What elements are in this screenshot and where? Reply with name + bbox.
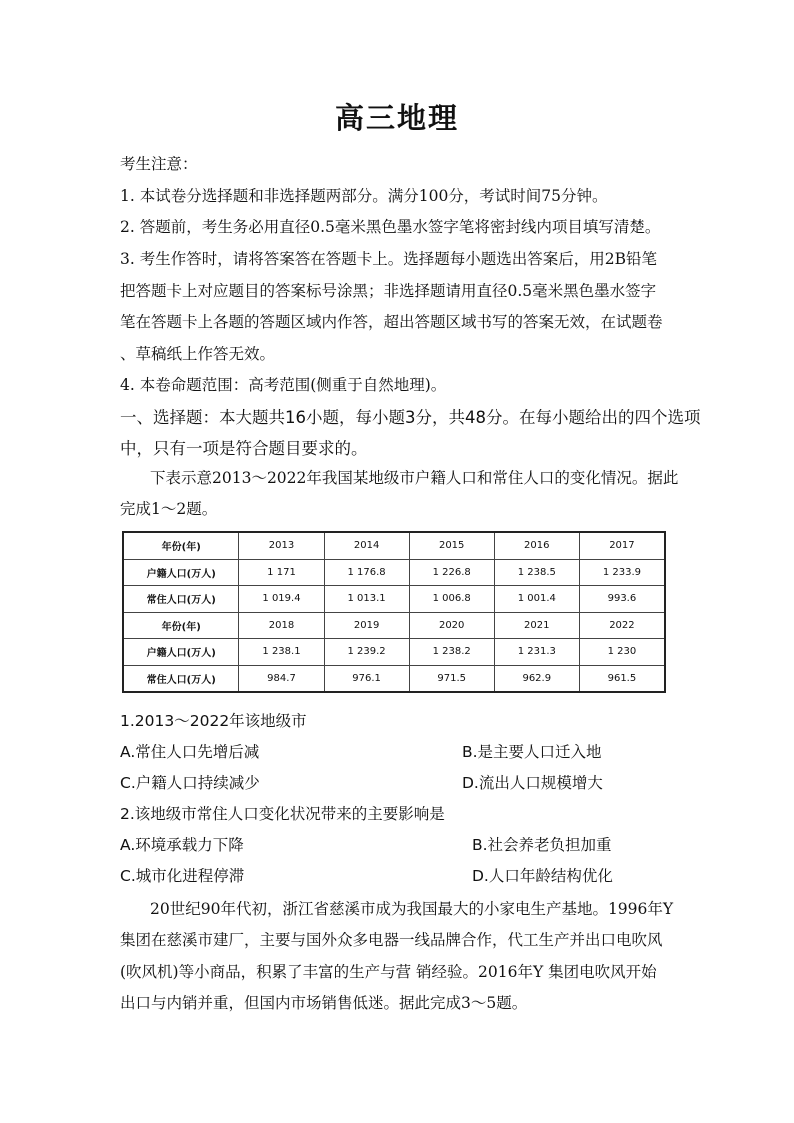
material-intro-2: 20世纪90年代初，浙江省慈溪市成为我国最大的小家电生产基地。1996年Y <box>150 900 674 918</box>
notice-item-2: 2. 答题前，考生务必用直径0.5毫米黑色墨水签字笔将密封线内项目填写清楚。 <box>120 218 661 236</box>
table-cell: 1 238.1 <box>239 639 324 666</box>
table-cell: 1 171 <box>239 559 324 586</box>
table-cell: 年份(年) <box>123 532 239 559</box>
table-cell: 常住人口(万人) <box>123 586 239 613</box>
material-intro-2-cont: 集团在慈溪市建厂，主要与国外众多电器一线品牌合作，代工生产并出口电吹风 <box>120 931 663 949</box>
table-cell: 2015 <box>409 532 494 559</box>
section-heading-cont: 中，只有一项是符合题目要求的。 <box>120 439 368 458</box>
table-cell: 1 233.9 <box>579 559 665 586</box>
table-row <box>123 586 665 613</box>
question-2-option-a: A.环境承载力下降 <box>120 836 244 854</box>
notice-item-3: 3. 考生作答时，请将答案答在答题卡上。选择题每小题选出答案后，用2B铅笔 <box>120 250 657 268</box>
table-cell: 2016 <box>494 532 579 559</box>
table-cell: 961.5 <box>579 665 665 692</box>
notice-heading: 考生注意： <box>120 155 198 173</box>
question-2-stem: 2.该地级市常住人口变化状况带来的主要影响是 <box>120 805 445 823</box>
table-cell: 971.5 <box>409 665 494 692</box>
question-2-option-c: C.城市化进程停滞 <box>120 867 245 885</box>
table-cell: 1 001.4 <box>494 586 579 613</box>
notice-item-3-cont: 、草稿纸上作答无效。 <box>120 345 276 363</box>
table-row <box>123 559 665 586</box>
table-cell: 1 226.8 <box>409 559 494 586</box>
notice-item-3-cont: 笔在答题卡上各题的答题区域内作答，超出答题区域书写的答案无效，在试题卷 <box>120 313 663 331</box>
question-1-option-b: B.是主要人口迁入地 <box>462 743 602 761</box>
table-cell: 常住人口(万人) <box>123 665 239 692</box>
table-cell: 2013 <box>239 532 324 559</box>
page-title: 高三地理 <box>334 101 459 135</box>
table-row <box>123 639 665 666</box>
table-cell: 1 230 <box>579 639 665 666</box>
population-table <box>122 531 666 693</box>
table-cell: 1 239.2 <box>324 639 409 666</box>
table-cell: 2018 <box>239 612 324 639</box>
question-1-option-a: A.常住人口先增后减 <box>120 743 260 761</box>
notice-item-3-cont: 把答题卡上对应题目的答案标号涂黑；非选择题请用直径0.5毫米黑色墨水签字 <box>120 282 657 300</box>
question-1-option-d: D.流出人口规模增大 <box>462 774 603 792</box>
question-1-option-c: C.户籍人口持续减少 <box>120 774 260 792</box>
table-cell: 2014 <box>324 532 409 559</box>
table-cell: 2019 <box>324 612 409 639</box>
table-cell: 984.7 <box>239 665 324 692</box>
material-intro-cont: 完成1～2题。 <box>120 500 218 518</box>
table-cell: 1 019.4 <box>239 586 324 613</box>
table-cell: 年份(年) <box>123 612 239 639</box>
question-2-option-d: D.人口年龄结构优化 <box>472 867 613 885</box>
table-cell: 户籍人口(万人) <box>123 559 239 586</box>
table-cell: 1 176.8 <box>324 559 409 586</box>
table-cell: 户籍人口(万人) <box>123 639 239 666</box>
section-heading: 一、选择题：本大题共16小题，每小题3分，共48分。在每小题给出的四个选项 <box>120 408 701 427</box>
material-intro: 下表示意2013～2022年我国某地级市户籍人口和常住人口的变化情况。据此 <box>150 469 679 487</box>
table-cell: 976.1 <box>324 665 409 692</box>
table-cell: 1 231.3 <box>494 639 579 666</box>
table-row <box>123 612 665 639</box>
question-1-stem: 1.2013～2022年该地级市 <box>120 712 307 730</box>
table-cell: 1 013.1 <box>324 586 409 613</box>
notice-item-4: 4. 本卷命题范围：高考范围(侧重于自然地理)。 <box>120 376 447 394</box>
material-intro-2-cont: 出口与内销并重，但国内市场销售低迷。据此完成3～5题。 <box>120 994 528 1012</box>
table-cell: 1 238.2 <box>409 639 494 666</box>
table-cell: 2020 <box>409 612 494 639</box>
table-cell: 962.9 <box>494 665 579 692</box>
material-intro-2-cont: (吹风机)等小商品，积累了丰富的生产与营 销经验。2016年Y 集团电吹风开始 <box>120 963 657 981</box>
table-cell: 2022 <box>579 612 665 639</box>
table-cell: 1 238.5 <box>494 559 579 586</box>
notice-item-1: 1. 本试卷分选择题和非选择题两部分。满分100分，考试时间75分钟。 <box>120 187 608 205</box>
question-2-option-b: B.社会养老负担加重 <box>472 836 612 854</box>
table-cell: 2021 <box>494 612 579 639</box>
table-cell: 993.6 <box>579 586 665 613</box>
table-cell: 2017 <box>579 532 665 559</box>
table-row <box>123 665 665 692</box>
table-cell: 1 006.8 <box>409 586 494 613</box>
table-row <box>123 532 665 559</box>
